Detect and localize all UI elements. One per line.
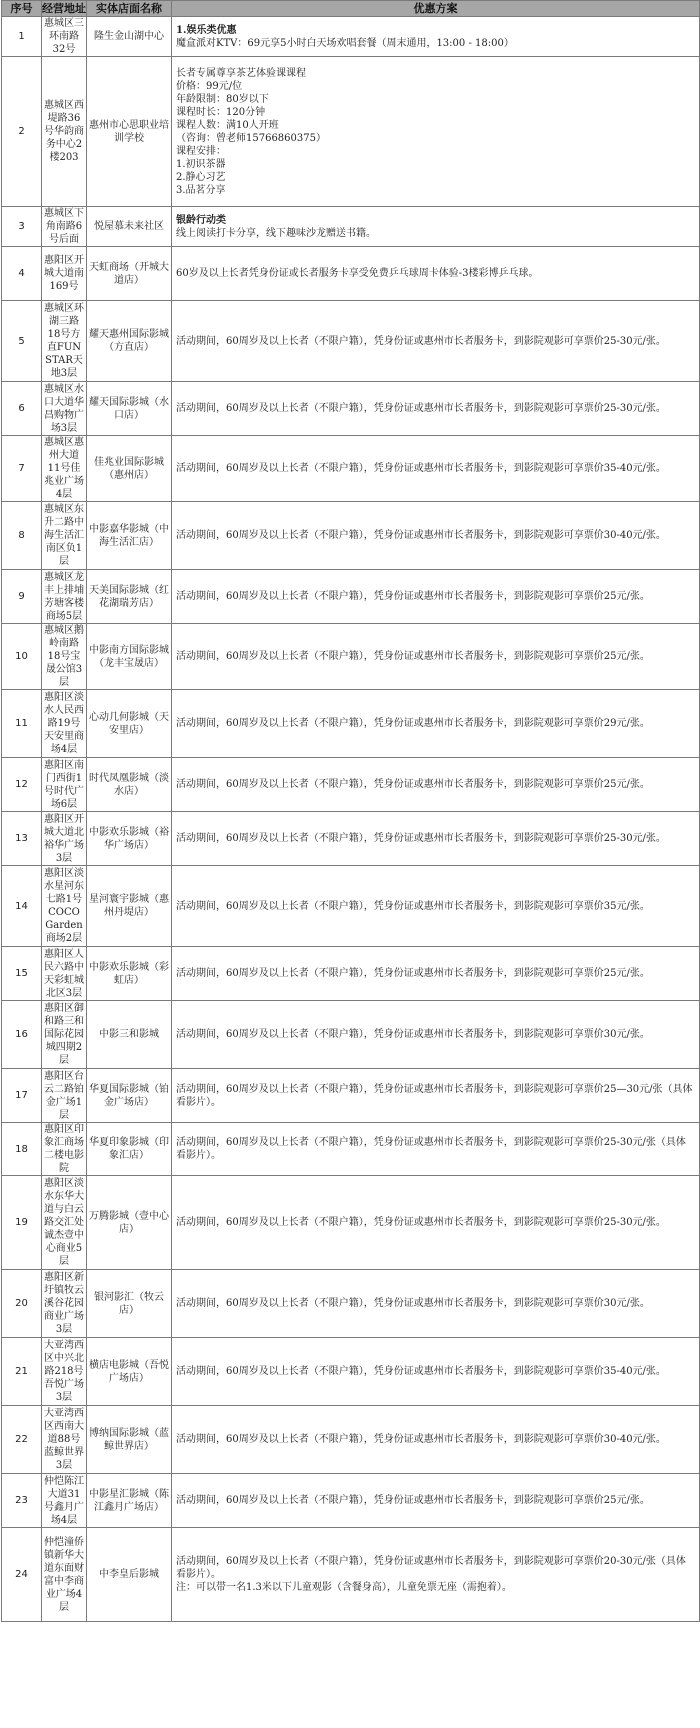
row-offer <box>172 502 700 570</box>
row-store-name: 银河影汇（牧云店） <box>87 1270 172 1338</box>
offer-line: 活动期间，60周岁及以上长者（不限户籍），凭身份证或惠州市长者服务卡，到影院观影可享票价35-40元/张。 <box>176 463 666 474</box>
offer-line: 1.娱乐类优惠 <box>176 24 237 36</box>
row-address: 惠城区惠州大道11号佳兆业广场4层 <box>42 436 87 502</box>
header-row <box>2 1 700 17</box>
row-store-name: 华夏国际影城（铂金广场店） <box>87 1069 172 1123</box>
row-store-name: 中影南方国际影城（龙丰宝晟店） <box>87 624 172 690</box>
row-store-name: 天美国际影城（红花湖瑞芳店） <box>87 570 172 624</box>
row-address: 惠阳区淡水星河东七路1号COCO Garden商场2层 <box>42 866 87 947</box>
row-number: 21 <box>2 1338 42 1406</box>
row-offer <box>172 1528 700 1622</box>
row-number: 24 <box>2 1528 42 1622</box>
row-store-name: 中影嘉华影城（中海生活汇店） <box>87 502 172 570</box>
row-address: 仲恺陈江大道31号鑫月广场4层 <box>42 1474 87 1528</box>
row-offer <box>172 624 700 690</box>
row-store-name: 中影欢乐影城（彩虹店） <box>87 947 172 1001</box>
row-store-name: 心动几何影城（天安里店） <box>87 690 172 758</box>
offer-line: 课程人数：满10人开班 <box>176 119 279 131</box>
table-row <box>2 1474 700 1528</box>
row-address: 惠阳区淡水人民西路19号天安里商场4层 <box>42 690 87 758</box>
row-offer <box>172 1474 700 1528</box>
row-address: 惠城区西堤路36号华韵商务中心2楼203 <box>42 57 87 207</box>
row-offer <box>172 1406 700 1474</box>
row-number: 9 <box>2 570 42 624</box>
offers-table <box>1 0 700 1622</box>
table-row <box>2 301 700 382</box>
row-address: 惠阳区台云二路铂金广场1层 <box>42 1069 87 1123</box>
row-number: 19 <box>2 1176 42 1270</box>
offer-line: 长者专属尊享茶艺体验课课程 <box>176 67 306 79</box>
row-number: 1 <box>2 17 42 57</box>
table-row <box>2 207 700 247</box>
row-address: 惠阳区新圩镇牧云溪谷花园商业广场3层 <box>42 1270 87 1338</box>
offer-line: 活动期间，60周岁及以上长者（不限户籍），凭身份证或惠州市长者服务卡，到影院观影可享票价25-30元/张（具体看影片）。 <box>176 1137 686 1161</box>
row-store-name: 耀天国际影城（水口店） <box>87 382 172 436</box>
row-number: 17 <box>2 1069 42 1123</box>
row-store-name: 天虹商场（开城大道店） <box>87 247 172 301</box>
row-store-name: 星河寰宇影城（惠州丹堤店） <box>87 866 172 947</box>
offer-line: 活动期间，60周岁及以上长者（不限户籍），凭身份证或惠州市长者服务卡，到影院观影可享票价30-40元/张。 <box>176 1434 666 1445</box>
offer-line: 活动期间，60周岁及以上长者（不限户籍），凭身份证或惠州市长者服务卡，到影院观影可享票价35元/张。 <box>176 900 650 912</box>
row-number: 3 <box>2 207 42 247</box>
table-row <box>2 812 700 866</box>
row-offer <box>172 301 700 382</box>
row-address: 惠阳区人民六路中天彩虹城北区3层 <box>42 947 87 1001</box>
row-address: 惠城区下角南路6号后面 <box>42 207 87 247</box>
row-number: 4 <box>2 247 42 301</box>
row-number: 23 <box>2 1474 42 1528</box>
table-row <box>2 624 700 690</box>
table-row <box>2 1528 700 1622</box>
offer-line: 线上阅读打卡分享，线下趣味沙龙赠送书籍。 <box>176 227 376 239</box>
row-address: 惠阳区开城大道南169号 <box>42 247 87 301</box>
row-store-name: 时代凤凰影城（淡水店） <box>87 758 172 812</box>
row-number: 12 <box>2 758 42 812</box>
row-store-name: 耀天惠州国际影城（方直店） <box>87 301 172 382</box>
row-address: 惠城区鹅岭南路18号宝晟公馆3层 <box>42 624 87 690</box>
row-offer <box>172 1001 700 1069</box>
row-store-name: 惠州市心思职业培训学校 <box>87 57 172 207</box>
row-address: 惠阳区开城大道北裕华广场3层 <box>42 812 87 866</box>
row-store-name: 横店电影城（吾悦广场店） <box>87 1338 172 1406</box>
row-offer <box>172 812 700 866</box>
offer-line: 魔盒派对KTV：69元享5小时白天场欢唱套餐（周末通用，13:00 - 18:00） <box>176 37 514 49</box>
offer-line: 活动期间，60周岁及以上长者（不限户籍），凭身份证或惠州市长者服务卡，到影院观影可享票价25-30元/张。 <box>176 335 666 347</box>
offer-line: 3.品茗分享 <box>176 184 226 196</box>
row-store-name: 隆生金山湖中心 <box>87 17 172 57</box>
offer-line: 活动期间，60周岁及以上长者（不限户籍），凭身份证或惠州市长者服务卡，到影院观影可享票价30元/张。 <box>176 1298 650 1309</box>
row-offer <box>172 690 700 758</box>
row-number: 22 <box>2 1406 42 1474</box>
row-number: 2 <box>2 57 42 207</box>
table-row <box>2 57 700 207</box>
table-row <box>2 1123 700 1176</box>
table-row <box>2 758 700 812</box>
row-offer <box>172 1123 700 1176</box>
row-offer <box>172 1069 700 1123</box>
offer-line: 2.静心习艺 <box>176 171 226 183</box>
row-number: 13 <box>2 812 42 866</box>
offer-line: 活动期间，60周岁及以上长者（不限户籍），凭身份证或惠州市长者服务卡，到影院观影可享票价25-30元/张。 <box>176 403 666 414</box>
row-address: 惠阳区南门西街1号时代广场6层 <box>42 758 87 812</box>
offer-line: 活动期间，60周岁及以上长者（不限户籍），凭身份证或惠州市长者服务卡，到影院观影可享票价25元/张。 <box>176 651 650 662</box>
offer-line: 活动期间，60周岁及以上长者（不限户籍），凭身份证或惠州市长者服务卡，到影院观影可享票价20-30元/张（具体看影片）。 <box>176 1556 686 1580</box>
table-row <box>2 947 700 1001</box>
row-address: 惠城区三环南路32号 <box>42 17 87 57</box>
offer-line: 活动期间，60周岁及以上长者（不限户籍），凭身份证或惠州市长者服务卡，到影院观影可享票价35-40元/张。 <box>176 1366 666 1377</box>
row-store-name: 中影星汇影城（陈江鑫月广场店） <box>87 1474 172 1528</box>
row-store-name: 万腾影城（壹中心店） <box>87 1176 172 1270</box>
row-address: 惠城区环湖三路18号方直FUN STAR天地3层 <box>42 301 87 382</box>
offer-line: 注：可以带一名1.3米以下儿童观影（含餐身高），儿童免票无座（需抱着）。 <box>176 1582 512 1593</box>
row-number: 11 <box>2 690 42 758</box>
row-offer <box>172 436 700 502</box>
row-address: 惠阳区印象汇商场二楼电影院 <box>42 1123 87 1176</box>
offer-line: 年龄限制：80岁以下 <box>176 93 269 105</box>
table-row <box>2 690 700 758</box>
offer-line: 活动期间，60周岁及以上长者（不限户籍），凭身份证或惠州市长者服务卡，到影院观影可享票价25元/张。 <box>176 779 650 790</box>
offer-line: 价格：99元/位 <box>176 80 243 92</box>
table-row <box>2 502 700 570</box>
row-offer <box>172 866 700 947</box>
row-offer <box>172 247 700 301</box>
header-no: 序号 <box>2 1 42 17</box>
row-address: 惠城区龙丰上排埔芳塘客楼商场5层 <box>42 570 87 624</box>
offer-line: 银龄行动类 <box>176 214 226 226</box>
row-address: 惠城区水口大道华昌购物广场3层 <box>42 382 87 436</box>
header-offer: 优惠方案 <box>172 1 700 17</box>
row-address: 惠阳区御和路三和国际花园城四期2层 <box>42 1001 87 1069</box>
row-number: 5 <box>2 301 42 382</box>
row-address: 大亚湾西区中兴北路218号吾悦广场3层 <box>42 1338 87 1406</box>
row-offer <box>172 17 700 57</box>
offer-line: 课程时长：120分钟 <box>176 106 266 118</box>
offer-line: 1.初识茶器 <box>176 158 226 170</box>
offer-line: 60岁及以上长者凭身份证或长者服务卡享受免费乒乓球周卡体验-3楼彩博乒乓球。 <box>176 268 539 279</box>
row-number: 18 <box>2 1123 42 1176</box>
row-store-name: 中影三和影城 <box>87 1001 172 1069</box>
row-offer <box>172 207 700 247</box>
header-address: 经营地址 <box>42 2 86 15</box>
offer-line: 课程安排： <box>176 145 226 157</box>
row-store-name: 中李皇后影城 <box>87 1528 172 1622</box>
row-number: 6 <box>2 382 42 436</box>
row-number: 10 <box>2 624 42 690</box>
table-row <box>2 866 700 947</box>
offer-line: 活动期间，60周岁及以上长者（不限户籍），凭身份证或惠州市长者服务卡，到影院观影可享票价30元/张。 <box>176 1029 650 1040</box>
row-offer <box>172 382 700 436</box>
offer-line: 活动期间，60周岁及以上长者（不限户籍），凭身份证或惠州市长者服务卡，到影院观影可享票价25元/张。 <box>176 1495 650 1506</box>
row-number: 15 <box>2 947 42 1001</box>
offer-line: 活动期间，60周岁及以上长者（不限户籍），凭身份证或惠州市长者服务卡，到影院观影可享票价25-30元/张。 <box>176 833 666 844</box>
row-number: 8 <box>2 502 42 570</box>
row-offer <box>172 1176 700 1270</box>
table-row <box>2 17 700 57</box>
offer-line: （咨询：曾老师15766860375） <box>176 132 326 144</box>
table-row <box>2 247 700 301</box>
row-offer <box>172 57 700 207</box>
table-row <box>2 1270 700 1338</box>
table-row <box>2 382 700 436</box>
row-offer <box>172 1338 700 1406</box>
table-row <box>2 1338 700 1406</box>
row-address: 仲恺潼侨镇新华大道东面财富中李商业广场4层 <box>42 1528 87 1622</box>
row-number: 16 <box>2 1001 42 1069</box>
row-store-name: 佳兆业国际影城（惠州店） <box>87 436 172 502</box>
table-row <box>2 1069 700 1123</box>
row-address: 惠城区东升二路中海生活汇南区负1层 <box>42 502 87 570</box>
table-row <box>2 570 700 624</box>
row-store-name: 中影欢乐影城（裕华广场店） <box>87 812 172 866</box>
offer-line: 活动期间，60周岁及以上长者（不限户籍），凭身份证或惠州市长者服务卡，到影院观影可享票价25元/张。 <box>176 591 650 602</box>
row-offer <box>172 570 700 624</box>
offer-line: 活动期间，60周岁及以上长者（不限户籍），凭身份证或惠州市长者服务卡，到影院观影可享票价25—30元/张（具体看影片）。 <box>176 1083 693 1108</box>
row-number: 7 <box>2 436 42 502</box>
row-store-name: 悦屋慕未来社区 <box>87 207 172 247</box>
row-store-name: 华夏印象影城（印象汇店） <box>87 1123 172 1176</box>
row-address: 大亚湾西区西南大道88号蓝鲸世界3层 <box>42 1406 87 1474</box>
row-store-name: 博纳国际影城（蓝鲸世界店） <box>87 1406 172 1474</box>
row-offer <box>172 947 700 1001</box>
row-number: 20 <box>2 1270 42 1338</box>
offer-line: 活动期间，60周岁及以上长者（不限户籍），凭身份证或惠州市长者服务卡，到影院观影可享票价30-40元/张。 <box>176 530 666 541</box>
offer-line: 活动期间，60周岁及以上长者（不限户籍），凭身份证或惠州市长者服务卡，到影院观影可享票价25元/张。 <box>176 968 650 979</box>
offer-line: 活动期间，60周岁及以上长者（不限户籍），凭身份证或惠州市长者服务卡，到影院观影可享票价29元/张。 <box>176 718 650 729</box>
row-offer <box>172 758 700 812</box>
table-row <box>2 436 700 502</box>
header-store: 实体店面名称 <box>87 1 172 17</box>
row-offer <box>172 1270 700 1338</box>
table-row <box>2 1176 700 1270</box>
table-row <box>2 1406 700 1474</box>
offer-line: 活动期间，60周岁及以上长者（不限户籍），凭身份证或惠州市长者服务卡，到影院观影可享票价25-30元/张。 <box>176 1217 666 1228</box>
row-number: 14 <box>2 866 42 947</box>
table-row <box>2 1001 700 1069</box>
row-address: 惠阳区淡水东华大道与白云路交汇处诚杰壹中心商业5层 <box>42 1176 87 1270</box>
